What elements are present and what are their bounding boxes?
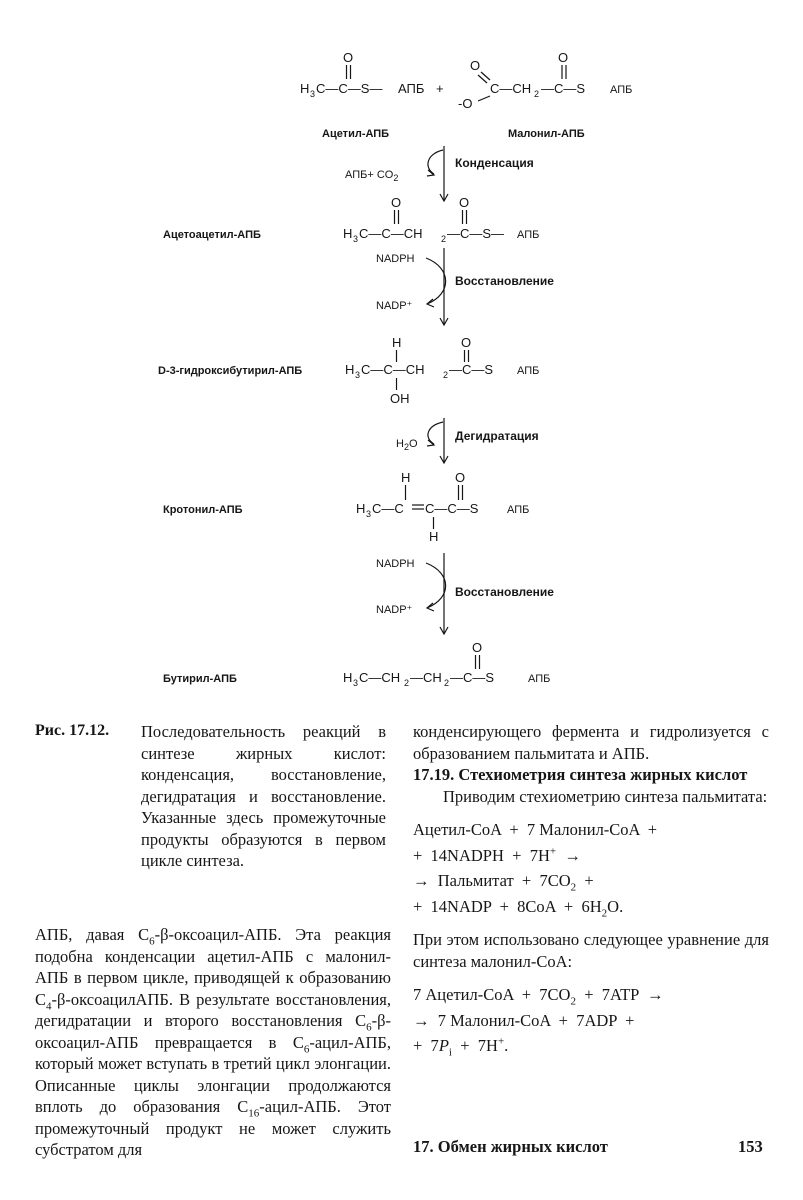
step1-name: Конденсация (455, 156, 534, 170)
acetoacetyl-apb-structure (343, 195, 539, 244)
svg-text:C—CH: C—CH (359, 670, 401, 685)
svg-text:O: O (455, 470, 466, 485)
svg-text:H: H (343, 226, 353, 241)
svg-text:АПБ: АПБ (528, 673, 551, 685)
svg-text:3: 3 (355, 370, 361, 380)
malonyl-apb-label: Малонил-АПБ (508, 128, 585, 140)
equation1-line1: Ацетил-CoA + 7 Малонил-CoA + (413, 820, 658, 839)
svg-text:O: O (472, 640, 483, 655)
step2-nadp: NADP⁺ (376, 300, 413, 312)
svg-text:O: O (343, 50, 354, 65)
step1-side-arrow (428, 150, 443, 174)
svg-text:C—CH: C—CH (490, 81, 532, 96)
equation2-line2: → 7 Малонил-CoA + 7ADP + (413, 1010, 635, 1030)
svg-text:O: O (558, 50, 569, 65)
svg-text:3: 3 (353, 234, 359, 244)
svg-text:2: 2 (441, 234, 447, 244)
step1-byproduct: $АПБ+ CO_2$ (345, 169, 399, 183)
svg-text:O: O (391, 195, 402, 210)
svg-text:H: H (356, 501, 366, 516)
crotonyl-apb-label: Кротонил-АПБ (163, 504, 243, 516)
butyryl-apb-label: Бутирил-АПБ (163, 673, 237, 685)
svg-text:—C—S: —C—S (450, 670, 495, 685)
svg-text:C—C—CH: C—C—CH (361, 362, 425, 377)
acetyl-apb-structure (300, 50, 424, 99)
equation1-line2: + 14NADPH + 7H+ → (413, 845, 581, 865)
svg-text:—C—S: —C—S (449, 362, 494, 377)
svg-text:АПБ: АПБ (398, 81, 425, 96)
svg-text:H: H (392, 335, 402, 350)
step4-side-arrow (426, 563, 446, 608)
figure-caption: Последовательность реакций в синтезе жирных кислот: конденсация, восстановление, дегидратация и восстановление. Указанные здесь промежуточные продукты образуются в первом цикле синтеза. (141, 722, 386, 870)
svg-text:2: 2 (404, 678, 410, 688)
svg-text:C—C—S: C—C—S (425, 501, 479, 516)
acetyl-apb-label: Ацетил-АПБ (322, 128, 390, 140)
svg-text:АПБ: АПБ (517, 365, 540, 377)
svg-text:3: 3 (353, 678, 359, 688)
page-number: 153 (738, 1137, 763, 1156)
plus-sign: + (436, 81, 444, 96)
equation2-line1: 7 Ацетил-CoA + $7CO_2 + 7ATP$ → (413, 985, 664, 1008)
chapter-footer: 17. Обмен жирных кислот (413, 1137, 608, 1156)
butyryl-apb-structure (343, 640, 550, 688)
svg-text:2: 2 (444, 678, 450, 688)
svg-text:C—C: C—C (372, 501, 404, 516)
right-column (413, 721, 769, 1059)
svg-text:3: 3 (366, 509, 372, 519)
step4-name: Восстановление (455, 585, 554, 599)
svg-text:АПБ: АПБ (507, 504, 530, 516)
svg-text:O: O (461, 335, 472, 350)
svg-text:2: 2 (443, 370, 449, 380)
equation1-line3: → Пальмитат + $7CO_2$ + (413, 871, 594, 894)
svg-text:C—C—CH: C—C—CH (359, 226, 423, 241)
svg-text:H: H (401, 470, 411, 485)
section-heading: 17.19. Стехиометрия синтеза жирных кислот (413, 765, 748, 784)
malonyl-intro: При этом использовано следующее уравнение для синтеза малонил-CoA: (413, 930, 769, 971)
crotonyl-apb-structure (356, 470, 529, 544)
svg-text:—C—S: —C—S (541, 81, 586, 96)
svg-text:-O: -O (458, 96, 473, 111)
svg-text:OH: OH (390, 391, 410, 406)
continued-paragraph: конденсирующего фермента и гидролизуется с образованием пальмитата и АПБ. (413, 722, 769, 763)
svg-text:C—C—S—: C—C—S— (316, 81, 383, 96)
left-column-text: АПБ, давая $C_6-\beta-оксоацил$-АПБ. Эта реакция подобна конденсации ацетил-АПБ с малонил-АПБ в первом цикле, приводящей к образованию $C_4-\beta$-оксоацилАПБ. В результате восстановления, дегидратации и второго восстановления $C_6-\beta-оксоацил$-АПБ превращается в $C_6-ацил$-АПБ, который может вступать в третий цикл элонгации. Описанные циклы элонгации продолжаются вплоть до образования $C_{16}-ацил$-АПБ. Этот промежуточный продукт не может служить субстратом для (35, 925, 391, 1159)
svg-text:—CH: —CH (410, 670, 442, 685)
step2-nadph: NADPH (376, 253, 415, 265)
stoichiometry-intro: Приводим стехиометрию синтеза пальмитата: (443, 786, 768, 806)
svg-text:H: H (345, 362, 355, 377)
svg-text:O: O (470, 58, 481, 73)
equation2-line3: + $7P_i + 7H^+$. (413, 1035, 509, 1059)
malonyl-apb-structure (458, 50, 632, 111)
step2-side-arrow (426, 258, 446, 304)
svg-text:3: 3 (310, 89, 316, 99)
svg-text:O: O (459, 195, 470, 210)
svg-text:—C—S—: —C—S— (447, 226, 505, 241)
svg-text:H: H (343, 670, 353, 685)
step4-nadph: NADPH (376, 558, 415, 570)
step3-side-arrow (428, 422, 443, 444)
hydroxybutyryl-apb-label: D-3-гидроксибутирил-АПБ (158, 365, 303, 377)
equation1-line4: + 14NADP + $8CoA + 6H_2O$. (413, 896, 624, 919)
step3-byproduct: $H_2O$ (396, 438, 418, 452)
figure-label: Рис. 17.12. (35, 722, 110, 739)
step2-name: Восстановление (455, 274, 554, 288)
step3-name: Дегидратация (455, 429, 539, 443)
svg-text:АПБ: АПБ (610, 84, 633, 96)
acetoacetyl-apb-label: Ацетоацетил-АПБ (163, 229, 261, 241)
svg-text:АПБ: АПБ (517, 229, 540, 241)
step4-nadp: NADP⁺ (376, 604, 413, 616)
hydroxybutyryl-apb-structure (345, 335, 539, 406)
svg-text:H: H (300, 81, 310, 96)
svg-text:2: 2 (534, 89, 540, 99)
svg-text:H: H (429, 529, 439, 544)
